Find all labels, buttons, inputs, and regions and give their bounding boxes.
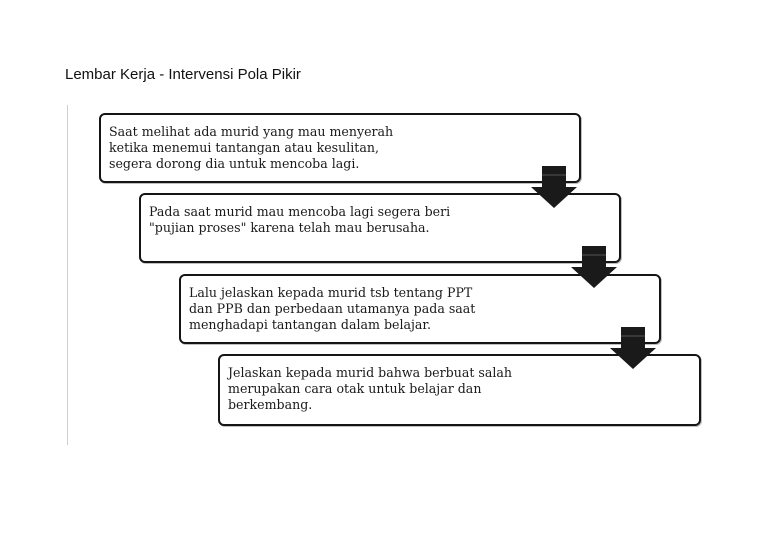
step-1-line-3: segera dorong dia untuk mencoba lagi. xyxy=(109,156,360,171)
step-1-line-2: ketika menemui tantangan atau kesulitan, xyxy=(109,140,379,155)
step-1-line-1: Saat melihat ada murid yang mau menyerah xyxy=(109,124,394,139)
down-arrow-icon xyxy=(571,246,617,288)
down-arrow-icon xyxy=(610,327,656,369)
flow-step-1-box xyxy=(99,113,581,183)
step-2-line-1: Pada saat murid mau mencoba lagi segera beri xyxy=(149,204,451,219)
step-3-line-2: dan PPB dan perbedaan utamanya pada saat xyxy=(189,301,476,316)
step-4-line-3: berkembang. xyxy=(228,397,313,412)
step-3-line-1: Lalu jelaskan kepada murid tsb tentang PPT xyxy=(189,285,473,300)
step-2-line-2: "pujian proses" karena telah mau berusaha. xyxy=(149,220,430,235)
step-3-line-3: menghadapi tantangan dalam belajar. xyxy=(189,317,432,332)
step-4-line-1: Jelaskan kepada murid bahwa berbuat salah xyxy=(228,365,513,380)
down-arrow-icon xyxy=(531,166,577,208)
left-margin-rule xyxy=(67,105,68,445)
page-title: Lembar Kerja - Intervensi Pola Pikir xyxy=(65,66,301,83)
step-4-line-2: merupakan cara otak untuk belajar dan xyxy=(228,381,482,396)
